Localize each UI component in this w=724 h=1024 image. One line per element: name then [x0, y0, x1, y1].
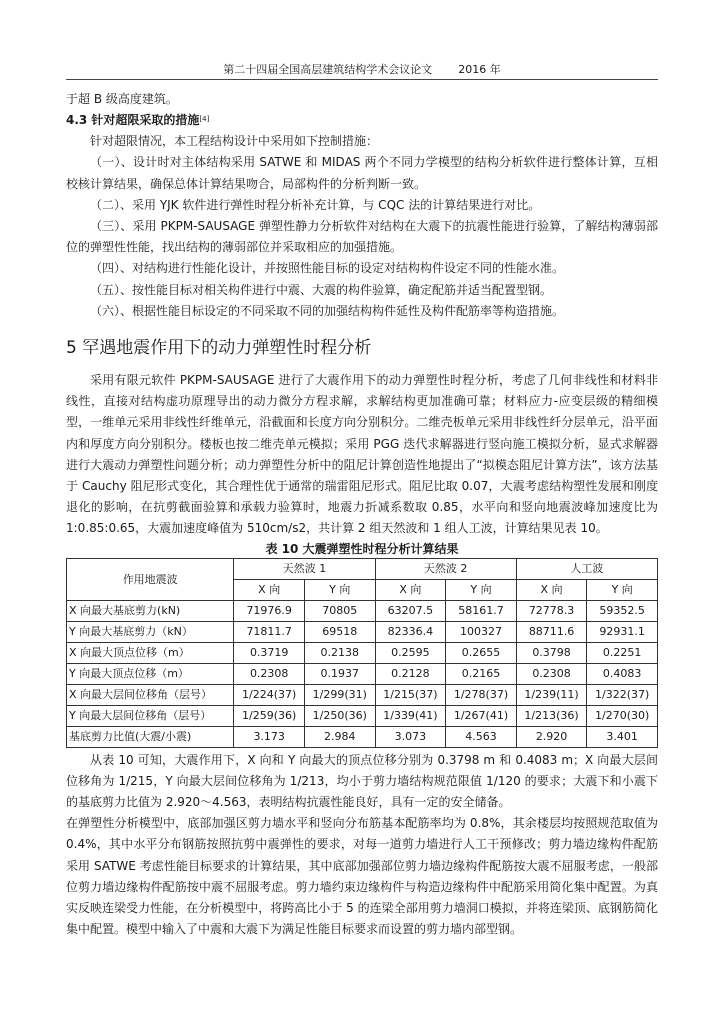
table-row: [67, 705, 658, 726]
table-cell: 1/250(36): [304, 705, 375, 726]
table-cell: 0.4083: [587, 663, 658, 684]
section-5-paragraph: 采用有限元软件 PKPM-SAUSAGE 进行了大震作用下的动力弹塑性时程分析，考虑了几何非线性和材料非线性，直接对结构虚功原理导出的动力微分方程求解，求解结构更加准确可靠；材料应力-应变层级的精细模型，一维单元采用非线性纤维单元，沿截面和长度方向分别积分。二维壳板单元采用非线性纤分层单元，沿平面内和厚度方向分别积分。楼板也按二维壳单元模拟；采用 PGG 迭代求解器进行竖向施工模拟分析，显式求解器进行大震动力弹塑性问题分析；动力弹塑性分析中的阻尼计算创造性地提出了“拟模态阻尼计算方法”，该方法基于 Cauchy 阻尼形式变化，其合理性优于通常的瑞雷阻尼形式。阻尼比取 0.07，大震考虑结构塑性发展和刚度退化的影响，在抗剪截面验算和承载力验算时，地震力折减系数取 0.85，水平向和竖向地震波峰加速度比为 1:0.85:0.65，大震加速度峰值为 510cm/s2，共计算 2 组天然波和 1 组人工波，计算结果见表 10。: [66, 373, 658, 536]
section-5-title: 5 罕遇地震作用下的动力弹塑性时程分析: [66, 338, 372, 359]
group-header: 人工波: [516, 558, 657, 579]
table-cell: 63207.5: [375, 600, 446, 621]
table-cell: 0.3719: [234, 642, 305, 663]
table-cell: 72778.3: [516, 600, 587, 621]
table-cell: 4.563: [446, 726, 517, 747]
measure-item-6: （六）、根据性能目标设定的不同采取不同的加强结构构件延性及构件配筋率等构造措施。: [90, 303, 565, 318]
table-cell: 1/278(37): [446, 684, 517, 705]
table-row: [67, 726, 658, 747]
table-cell: 59352.5: [587, 600, 658, 621]
table-cell: 1/239(11): [516, 684, 587, 705]
table-row: [67, 642, 658, 663]
table-cell: 70805: [304, 600, 375, 621]
direction-header: Y 向: [446, 579, 517, 600]
table-row: [67, 600, 658, 621]
table-cell: 1/270(30): [587, 705, 658, 726]
section-4-3-heading: 4.3 针对超限采取的措施: [66, 113, 200, 128]
table-cell: 88711.6: [516, 621, 587, 642]
table-cell: 71976.9: [234, 600, 305, 621]
row-label: X 向最大顶点位移（m）: [67, 642, 234, 663]
table-cell: 0.2165: [446, 663, 517, 684]
table-cell: 1/267(41): [446, 705, 517, 726]
measure-item-3: （三）、采用 PKPM-SAUSAGE 弹塑性静力分析软件对结构在大震下的抗震性能进行验算，了解结构薄弱部位的弹塑性性能，找出结构的薄弱部位并采取相应的加强措施。: [66, 219, 658, 255]
direction-header: X 向: [375, 579, 446, 600]
measure-item-1: （一）、设计时对主体结构采用 SATWE 和 MIDAS 两个不同力学模型的结构分析软件进行整体计算，互相校核计算结果，确保总体计算结果吻合，局部构件的分析判断一致。: [66, 155, 658, 191]
table-cell: 1/299(31): [304, 684, 375, 705]
direction-header: X 向: [234, 579, 305, 600]
table-cell: 82336.4: [375, 621, 446, 642]
intro-line: 于超 B 级高度建筑。: [66, 92, 178, 106]
table-row: [67, 621, 658, 642]
section-4-3-title: [66, 110, 658, 131]
measure-item-4: （四）、对结构进行性能化设计，并按照性能目标的设定对结构构件设定不同的性能水准。: [90, 261, 565, 276]
table-cell: 1/213(36): [516, 705, 587, 726]
table-cell: 92931.1: [587, 621, 658, 642]
table-cell: 1/259(36): [234, 705, 305, 726]
row-label: Y 向最大层间位移角（层号）: [67, 705, 234, 726]
conference-name: 第二十四届全国高层建筑结构学术会议论文: [223, 63, 433, 76]
group-header: 天然波 2: [375, 558, 516, 579]
table-cell: 1/224(37): [234, 684, 305, 705]
table-cell: 1/215(37): [375, 684, 446, 705]
row-label: Y 向最大顶点位移（m）: [67, 663, 234, 684]
table-cell: 0.2595: [375, 642, 446, 663]
table-caption: 表 10 大震弹塑性时程分析计算结果: [265, 541, 459, 556]
table-header-row: [67, 558, 658, 579]
table-cell: 0.2308: [516, 663, 587, 684]
table-cell: 0.2128: [375, 663, 446, 684]
table-cell: 0.2251: [587, 642, 658, 663]
measure-item-5: （五）、按性能目标对相关构件进行中震、大震的构件验算，确定配筋并适当配置型钢。: [90, 282, 553, 297]
row-label: 基底剪力比值(大震/小震): [67, 726, 234, 747]
results-discussion: 从表 10 可知，大震作用下，X 向和 Y 向最大的顶点位移分别为 0.3798 m 和 0.4083 m；X 向最大层间位移角为 1/215，Y 向最大层间位移角为 1/213，均小于剪力墙结构规范限值 1/120 的要求；大震下和小震下的基底剪力比值为 2.920～4.563，表明结构抗震性能良好，具有一定的安全储备。: [66, 752, 658, 810]
row-label: Y 向最大基底剪力（kN）: [67, 621, 234, 642]
table-cell: 1/322(37): [587, 684, 658, 705]
table-cell: 3.073: [375, 726, 446, 747]
section-4-3-lead: 针对超限情况，本工程结构设计中采用如下控制措施：: [90, 134, 379, 149]
direction-header: Y 向: [587, 579, 658, 600]
table-cell: 2.984: [304, 726, 375, 747]
citation-ref: [4]: [199, 115, 210, 124]
table-cell: 0.2138: [304, 642, 375, 663]
table-cell: 1/339(41): [375, 705, 446, 726]
body-content: [66, 89, 658, 940]
table-cell: 0.2655: [446, 642, 517, 663]
header-year: 2016 年: [458, 63, 501, 76]
table-cell: 0.3798: [516, 642, 587, 663]
table-cell: 2.920: [516, 726, 587, 747]
table-cell: 0.1937: [304, 663, 375, 684]
table-cell: 69518: [304, 621, 375, 642]
row-label: X 向最大基底剪力(kN): [67, 600, 234, 621]
model-description: 在弹塑性分析模型中，底部加强区剪力墙水平和竖向分布筋基本配筋率均为 0.8%，其余楼层均按照规范取值为 0.4%，其中水平分布钢筋按照抗剪中震弹性的要求，对每一道剪力墙进行人工干预修改；剪力墙边缘构件配筋采用 SATWE 考虑性能目标要求的计算结果，其中底部加强部位剪力墙边缘构件配筋按大震不屈服考虑，一般部位剪力墙边缘构件配筋按中震不屈服考虑。剪力墙约束边缘构件与构造边缘构件中配筋采用简化集中配置。为真实反映连梁受力性能，在分析模型中，将跨高比小于 5 的连梁全部用剪力墙洞口模拟，并将连梁顶、底钢筋简化集中配置。模型中输入了中震和大震下为满足性能目标要求而设置的剪力墙内部型钢。: [66, 816, 658, 937]
direction-header: X 向: [516, 579, 587, 600]
table-cell: 3.173: [234, 726, 305, 747]
table-corner-header: 作用地震波: [67, 558, 234, 600]
table-row: [67, 684, 658, 705]
group-header: 天然波 1: [234, 558, 375, 579]
table-cell: 3.401: [587, 726, 658, 747]
running-header: [66, 62, 658, 80]
results-table: [66, 558, 658, 748]
table-cell: 71811.7: [234, 621, 305, 642]
direction-header: Y 向: [304, 579, 375, 600]
measure-item-2: （二）、采用 YJK 软件进行弹性时程分析补充计算，与 CQC 法的计算结果进行对比。: [90, 197, 541, 212]
table-cell: 0.2308: [234, 663, 305, 684]
table-cell: 58161.7: [446, 600, 517, 621]
table-cell: 100327: [446, 621, 517, 642]
row-label: X 向最大层间位移角（层号）: [67, 684, 234, 705]
table-row: [67, 663, 658, 684]
